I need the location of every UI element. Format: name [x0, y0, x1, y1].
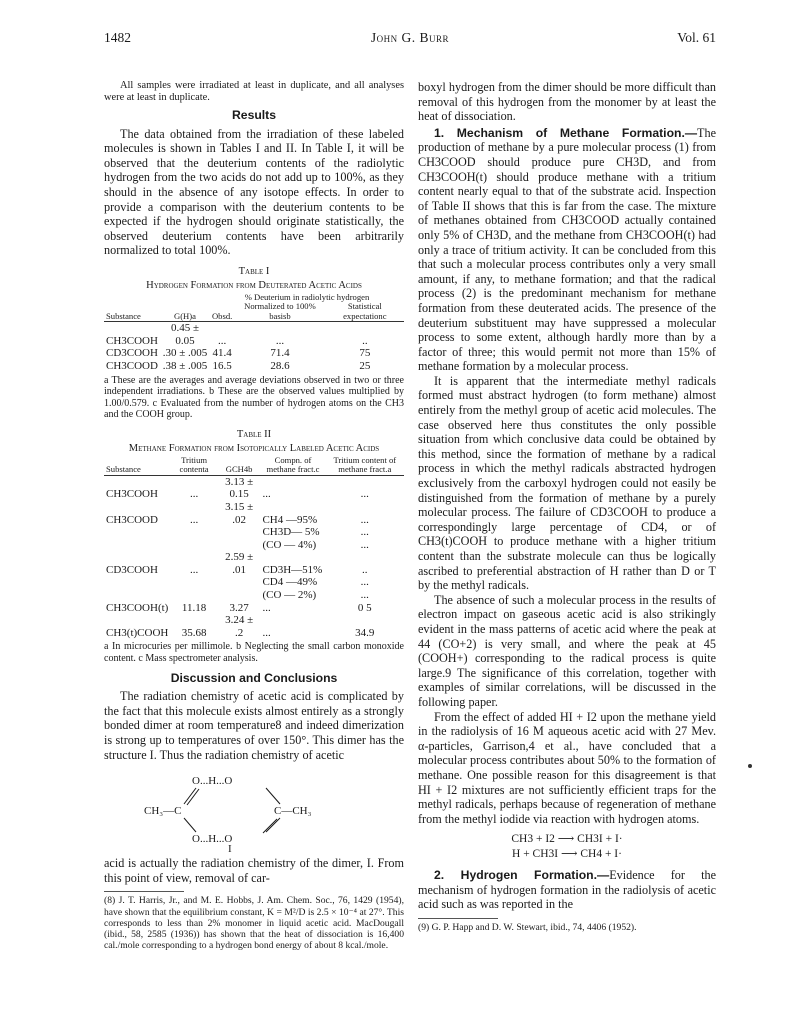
table1-row-cell: 16.5 — [212, 359, 232, 372]
table2-row-cell — [170, 539, 217, 552]
table2-row-cell: CD3COOH — [106, 563, 158, 576]
table1-row-cell: .30 ± .005 — [162, 347, 208, 360]
section2-heading: 2. Hydrogen Formation.— — [434, 868, 610, 883]
table2-col-header: Tritium contenta — [170, 456, 217, 475]
table2-row — [104, 501, 404, 526]
margin-mark — [748, 764, 752, 768]
table2-row-cell: CH3COOH — [106, 488, 158, 501]
table2-row-cell: 3.13 ± 0.15 — [225, 475, 254, 501]
equation-1: CH3 + I2 ⟶ CH3I + I· — [511, 833, 623, 846]
table1-row-cell: 0.45 ± 0.05 — [170, 322, 199, 347]
table2-row-cell: ... — [360, 576, 369, 589]
results-paragraph: The data obtained from the irradiation of these labeled molecules is shown in Tables I and II. In Table I, it will be observed that the deuterium contents of the radiolytic hydrogen from the two acids do not add up to 100%, as they should in the absence of any isotope effects. In order to provide a comparison with the deuterium contents to be expected if the hydrogen should originate statistically, the observed deuterium contents have been arbitrarily normalized to total 100%. — [104, 126, 404, 258]
table2-row-cell — [104, 589, 170, 602]
table1-row-cell: 28.6 — [270, 359, 290, 372]
section1-text: The production of methane by a pure molecular process (1) from CH3COOD should produce pure CH3D, and from CH3COOH(t) should produce methane with a tritium content nearly equal to that of the substrate acid. Inspection of Table II shows that this is far from the case. The mixture of methanes obtained from CH3COOD actually contained only 5% of CH3D, and the methane from CH3COOH(t) had only a trace of tritium activity. It can be concluded from this that such a molecular process contributes only a very small amount, if any, to methane formation; and that the radical process (2) is the predominant mechanism for methane formation from these deuterated acids. The presence of the deuterium substituent may have suppressed a molecular process to some extent, although hardly more than by a factor of three; this would permit not more than 15% of methane formation by a molecular process. — [418, 125, 716, 374]
table1-col-header: Normalized to 100% basisb — [234, 302, 325, 321]
table2-row — [104, 589, 404, 602]
table2-row-cell — [170, 526, 217, 539]
table2-row-cell: CH3COOH(t) — [106, 601, 169, 614]
table2-row — [104, 526, 404, 539]
table1-row-cell: ... — [217, 334, 227, 347]
svg-text:O...H...O: O...H...O — [192, 833, 233, 846]
table1-row-cell: CH3COOH — [106, 334, 158, 347]
table2-row — [104, 475, 404, 501]
table1-row — [104, 347, 404, 360]
table2-row-cell: ... — [360, 538, 369, 551]
discussion-continued: acid is actually the radiation chemistry of the dimer, I. From this point of view, removal of car- — [104, 856, 404, 885]
paragraph-methyl-radicals: It is apparent that the intermediate methyl radicals formed must abstract hydrogen (to form methane) almost entirely from the methyl group of acetic acid molecules. The case observed here thus constitutes the only possible situation from which conclusive data could be obtained by this method, since the formation of methane by a radical process in which the methyl radicals abstracted hydrogen exclusively from the carboxyl hydrogen could not easily be distinguished from the formation of methane by a purely molecular process. The failure of CD3COOH to produce a correspondingly large percentage of CD4, or of CH3(t)COOH to produce methane with a higher tritium content than the substrate molecule can thus be logically ascribed to preferential abstraction of H rather than D or T by the methyl radicals. — [418, 373, 716, 593]
section2-text: Evidence for the mechanism of hydrogen formation in the radiolysis of acetic acid such as was reported in the — [418, 868, 716, 912]
footnote-8: (8) J. T. Harris, Jr., and M. E. Hobbs, J. Am. Chem. Soc., 76, 1429 (1954), have shown that the equilibrium constant, K = M²/D is 2.5 × 10⁻⁴ at 27°. This corresponds to less than 2% monomer in liquid acetic acid. MacDougall (ibid., 58, 2585 (1936)) has shown that the heat of dissociation is 16,400 cal./mole corresponding to a hydrogen bond energy of about 8 kcal./mole. — [104, 895, 404, 952]
table1-span-header: % Deuterium in radiolytic hydrogen — [244, 291, 370, 302]
table1-row-cell: ... — [275, 334, 285, 347]
table2-row-cell: CD3H—51% — [262, 563, 323, 576]
table2-row-cell: ... — [262, 626, 271, 639]
table2-row — [104, 539, 404, 552]
table2-row-cell: 35.68 — [181, 626, 207, 639]
table2-col-header: Tritium content of methane fract.a — [326, 456, 404, 475]
table2-row-cell: ... — [360, 513, 369, 526]
table1-row — [104, 322, 404, 348]
table2-row-cell: 3.15 ± .02 — [225, 500, 254, 526]
table2-row-cell: ... — [360, 589, 369, 602]
table2-row-cell: ... — [189, 563, 199, 576]
table2-row-cell: ... — [360, 526, 369, 539]
table2-row-cell: CH3D— 5% — [262, 526, 320, 539]
equation-2: H + CH3I ⟶ CH4 + I· — [512, 848, 622, 861]
table2-row-cell: ... — [189, 488, 199, 501]
table1-row-cell: 25 — [359, 359, 371, 372]
table1-col-header: Substance — [104, 302, 160, 321]
table1-title: Hydrogen Formation from Deuterated Acetic Acids — [146, 280, 362, 292]
table2-row-cell: .. — [362, 563, 368, 576]
footnote-9: (9) G. P. Happ and D. W. Stewart, ibid., 74, 4406 (1952). — [418, 922, 637, 934]
table2-notes: a In microcuries per millimole. b Neglecting the small carbon monoxide content. c Mass spectrometer analysis. — [104, 641, 404, 665]
paragraph-garrison: From the effect of added HI + I2 upon the methane yield in the radiolysis of 16 M aqueous acetic acid with 27 Mev. α-particles, Garrison,4 et al., have concluded that a molecular process contributes about 50% to the formation of methane. One possible reason for this disagreement is that HI + I2 mixtures are not sufficiently efficient traps for the methyl radicals, perhaps because of regeneration of methane from the methyl iodide via reaction with hydrogen atoms. — [418, 709, 716, 826]
table2-label: Table II — [236, 428, 272, 440]
table1-col-header: Statistical expectationc — [326, 302, 404, 321]
page-number: 1482 — [104, 30, 131, 45]
intro-note: All samples were irradiated at least in duplicate, and all analyses were at least in duplicate. — [104, 80, 404, 103]
table2-row-cell: 3.24 ± .2 — [225, 614, 254, 639]
svg-text:C—CH₃: C—CH₃ — [274, 805, 312, 818]
table2-row-cell — [104, 539, 170, 552]
table2-row-cell: 2.59 ± .01 — [225, 551, 254, 576]
svg-text:O...H...O: O...H...O — [192, 775, 233, 788]
table1-row-cell: .. — [362, 334, 368, 347]
table2-row-cell — [218, 526, 261, 539]
table1-row-cell: .38 ± .005 — [162, 359, 208, 372]
table2-title: Methane Formation from Isotopically Labeled Acetic Acids — [128, 443, 380, 455]
table2-row-cell — [218, 539, 261, 552]
table1 — [104, 293, 404, 373]
dimer-structure-figure — [104, 770, 404, 852]
section1-heading: 1. Mechanism of Methane Formation.— — [434, 125, 698, 140]
table1-row-cell: 71.4 — [270, 347, 290, 360]
table2-row-cell: CH3COOD — [106, 513, 158, 526]
table2-row-cell: CH4 —95% — [262, 513, 318, 526]
table2-row-cell: 11.18 — [181, 601, 207, 614]
table1-row-cell: CH3COOD — [106, 359, 158, 372]
left-column — [104, 80, 404, 951]
dimer-structure-svg — [104, 770, 404, 852]
paragraph-electron-impact: The absence of such a molecular process in the results of electron impact on gaseous acetic acid is also strikingly evident in the mass patterns of acetic acid where the peak at 44 (CO+2) is very small, and where the peak at 45 (COOH+) corresponding to the radical process is quite large.9 The significance of this correlation, together with examples of similar correlations, will be discussed in the following paper. — [418, 592, 716, 709]
table2-row — [104, 602, 404, 615]
table2-row — [104, 614, 404, 639]
running-author: John G. Burr — [370, 30, 450, 45]
table1-notes: a These are the averages and average deviations observed in two or three independent irradiations. b These are the observed values multiplied by 1.00/0.579. c Evaluated from the number of hydrogen atoms on the CH3 and the COOH group. — [104, 374, 404, 421]
table2-row-cell — [170, 576, 217, 589]
table2-row — [104, 551, 404, 576]
table2-row-cell — [218, 589, 261, 602]
structure-label: I — [228, 843, 232, 853]
right-column — [418, 80, 716, 933]
table2-row-cell — [170, 589, 217, 602]
equations — [418, 832, 716, 862]
table2-row-cell — [104, 526, 170, 539]
table2-row-cell: (CO — 2%) — [262, 589, 317, 602]
table2-row-cell: ... — [262, 601, 271, 614]
table2-row — [104, 576, 404, 589]
table2-row-cell: ... — [360, 488, 369, 501]
table2-row-cell: ... — [262, 488, 271, 501]
table2-row-cell: ... — [189, 513, 199, 526]
table2-row-cell: (CO — 4%) — [262, 538, 317, 551]
svg-text:CH₃—C: CH₃—C — [144, 805, 182, 818]
table2-row-cell — [104, 576, 170, 589]
table2-row-cell: CD4 —49% — [262, 576, 318, 589]
table1-row — [104, 360, 404, 373]
table2 — [104, 456, 404, 640]
volume-label: Vol. 61 — [677, 30, 716, 45]
results-heading: Results — [231, 108, 277, 122]
table1-row-cell: 41.4 — [212, 347, 232, 360]
table1-col-header: G(H)a — [160, 302, 210, 321]
table1-label: Table I — [238, 265, 270, 277]
table2-row-cell: CH3(t)COOH — [106, 626, 169, 639]
table2-row-cell: 0 5 — [357, 601, 372, 614]
table2-row-cell: 34.9 — [355, 626, 375, 639]
section2-paragraph — [418, 868, 716, 912]
table1-row-cell: 75 — [359, 347, 371, 360]
right-continued-paragraph: boxyl hydrogen from the dimer should be more difficult than removal of this hydrogen from the monomer by at least the heat of dissociation. — [418, 80, 716, 124]
table2-col-header: Compn. of methane fract.c — [260, 456, 325, 475]
table2-col-header: GCH4b — [218, 456, 261, 475]
table2-row-cell: 3.27 — [229, 601, 249, 614]
discussion-heading: Discussion and Conclusions — [170, 670, 338, 685]
section1-paragraph — [418, 126, 716, 374]
table2-row-cell — [218, 576, 261, 589]
discussion-paragraph: The radiation chemistry of acetic acid is complicated by the fact that this molecule exists almost entirely as a strongly bonded dimer at room temperature8 and indeed dimerization is strong up to temperatures of over 150°. This dimer has the structure I. Thus the radiation chemistry of acetic — [104, 689, 404, 762]
table2-col-header: Substance — [104, 456, 170, 475]
table1-col-header: Obsd. — [210, 302, 234, 321]
table1-row-cell: CD3COOH — [106, 347, 158, 360]
